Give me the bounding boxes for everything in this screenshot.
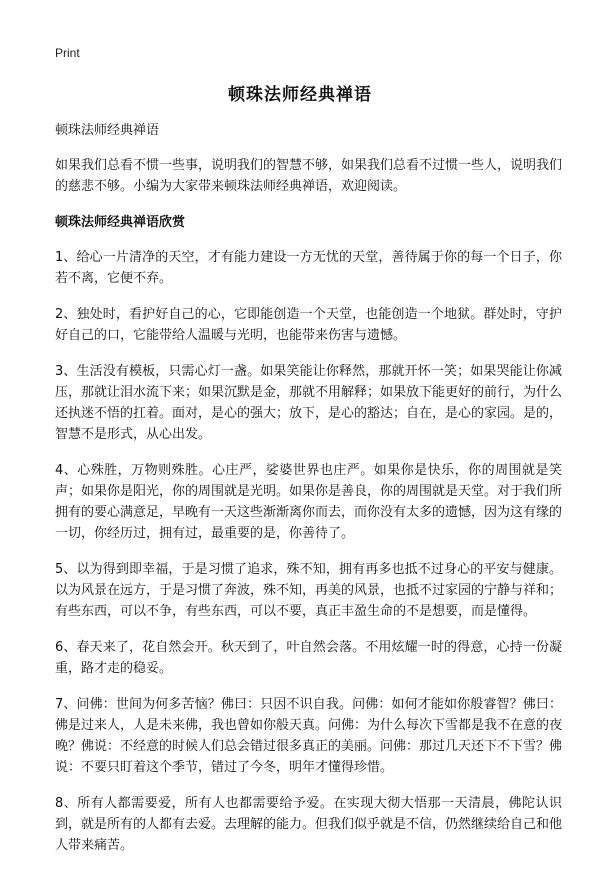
- list-item: 6、春天来了，花自然会开。秋天到了，叶自然会落。不用炫耀一时的得意，心持一份凝重，路才走的稳妥。: [55, 640, 562, 676]
- list-item: 1、给心一片清净的天空，才有能力建设一方无忧的天堂，善待属于你的每一个日子，你若不离，它便不弃。: [55, 250, 562, 286]
- print-link[interactable]: Print: [55, 46, 80, 60]
- list-item: 3、生活没有模板，只需心灯一盏。如果笑能让你释然，那就开怀一笑；如果哭能让你减压，那就让泪水流下来；如果沉默是金，那就不用解释；如果放下能更好的前行，为什么还执迷不悟的扛着。面对，是心的强大；放下，是心的豁达；自在，是心的家园。是的，智慧不是形式，从心出发。: [55, 364, 563, 442]
- page-title: 顿珠法师经典禅语: [228, 85, 372, 105]
- list-item: 2、独处时，看护好自己的心，它即能创造一个天堂，也能创造一个地狱。群处时，守护好自己的口，它能带给人温暖与光明，也能带来伤害与遗憾。: [55, 307, 562, 343]
- article-body: [55, 120, 562, 871]
- intro-paragraph: 如果我们总看不惯一些事，说明我们的智慧不够，如果我们总看不过惯一些人，说明我们的慈悲不够。小编为大家带来顿珠法师经典禅语，欢迎阅读。: [55, 158, 563, 194]
- section-heading: 顿珠法师经典禅语欣赏: [55, 215, 186, 230]
- article-subtitle: 顿珠法师经典禅语: [55, 123, 160, 138]
- list-item: 8、所有人都需要爱，所有人也都需要给予爱。在实现大彻大悟那一天清晨，佛陀认识到，就是所有的人都有去爱。去理解的能力。但我们似乎就是不信，仍然继续给自己和他人带来痛苦。: [55, 796, 563, 853]
- list-item: 4、心殊胜，万物则殊胜。心庄严，娑婆世界也庄严。如果你是快乐，你的周围就是笑声；如果你是阳光，你的周围就是光明。如果你是善良，你的周围就是天堂。对于我们所拥有的要心满意足，早晚有一天这些渐渐离你而去，而你没有太多的遗憾，因为这有缘的一切，你经历过，拥有过，最重要的是，你善待了。: [55, 463, 563, 541]
- list-item: 7、问佛：世间为何多苦恼？佛曰：只因不识自我。问佛：如何才能如你般睿智？佛曰：佛是过来人，人是未来佛，我也曾如你般天真。问佛：为什么每次下雪都是我不在意的夜晚？佛说：不经意的时候人们总会错过很多真正的美丽。问佛：那过几天还下不下雪？佛说：不要只盯着这个季节，错过了今冬，明年才懂得珍惜。: [55, 697, 563, 775]
- list-item: 5、以为得到即幸福，于是习惯了追求，殊不知，拥有再多也抵不过身心的平安与健康。以为风景在远方，于是习惯了奔波，殊不知，再美的风景，也抵不过家园的宁静与祥和；有些东西，可以不争，有些东西，可以不要，真正丰盈生命的不是想要，而是懂得。: [55, 562, 563, 619]
